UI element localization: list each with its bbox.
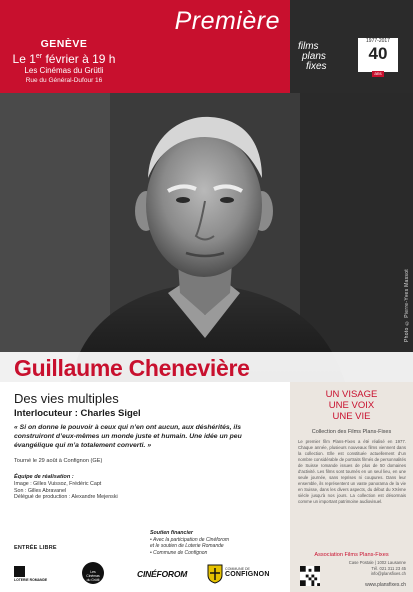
website-link[interactable]: www.plansfixes.ch [365,582,406,588]
film-title: Des vies multiples [14,391,119,406]
collection-text: Le premier film Plans-Fixes a été réalisé en 1977. Chaque année, plusieurs nouveaux films viennent dans la collection. Elle est constituée actuellement d’un nombre considérable de portraits filmés de personnalités de Suisse romande issues de plus de 50 domaines d’activité. Les films sont tournés en un seul lieu, en une seule journée, sans reprises ni coupures. Dans leur ensemble, ils représentent un vaste panorama de la vie en Suisse, dans les divers aspects, du début du XXème siècle jusqu’à nos jours. La collection est désormais comme un important patrimoine audiovisuel. [298,439,406,504]
brand-logo [298,38,398,76]
tagline-life: UNE VIE [332,411,371,422]
person-name: Guillaume Chenevière [14,355,250,381]
crew-item: Image : Gilles Vuissoz, Frédéric Capt [14,481,102,487]
confignon-crest-icon [207,564,223,584]
cineforom-logo: CINÉFOROM [137,569,188,579]
tagline-voice: UNE VOIX [328,400,375,411]
confignon-logo-text: COMMUNE DE CONFIGNON [225,567,270,578]
anniversary-badge: 1977-2017 40 ans [358,38,398,72]
crew-list [14,481,118,501]
support-item: • Avec la participation de Cinéforom [150,537,230,543]
shooting-info: Tourné le 29 août à Confignon (GE) [14,458,103,464]
premiere-label: Première [174,7,280,35]
association-name: Association Films Plans-Fixes [314,552,389,558]
portrait-photo [0,93,413,382]
event-date: Le 1er février à 19 h [12,52,116,66]
tagline-face: UN VISAGE [325,389,378,400]
cinemas-grutli-logo: Les Cinémas du Grütli [82,562,104,584]
association-address: Case Postale | 1002 Lausanne Tél. 021 311 23 45 info@plansfixes.ch [348,560,406,576]
crew-item: Son : Gilles Abravanel [14,487,67,494]
interlocutor: Interlocuteur : Charles Sigel [14,408,141,419]
brand-wordmark: films plans fixes [298,41,327,72]
event-street: Rue du Général-Dufour 16 [25,77,103,84]
event-info [12,38,116,85]
event-venue: Les Cinémas du Grütli [24,66,104,75]
support-item: et le soutien de Loterie Romande [150,543,224,550]
collection-title: Collection des Films Plans-Fixes [311,429,392,435]
quote: « Si on donne le pouvoir à ceux qui n’en ont aucun, aux déshérités, ils construiront d’eux-mêmes un monde juste et humain. Une idée un peu évangélique qui m’a totalement converti. » [14,424,242,449]
header-band [0,0,290,93]
support-title: Soutien financier [150,530,193,536]
support-item: • Commune de Confignon [150,549,208,556]
crew-title: Équipe de réalisation : [14,474,74,480]
event-city: GENÈVE [40,38,88,50]
support-list [150,537,229,556]
portrait-illustration [0,93,413,382]
qr-code-icon [300,566,320,586]
photo-credit: Photo © Pierre-Yves Massot [404,269,410,342]
loterie-romande-logo: LOTERIE ROMANDE [14,566,42,586]
loterie-mark-icon [14,566,25,577]
free-entry: ENTRÉE LIBRE [14,545,57,551]
crew-item: Délégué de production : Alexandre Mejenski [14,494,118,501]
